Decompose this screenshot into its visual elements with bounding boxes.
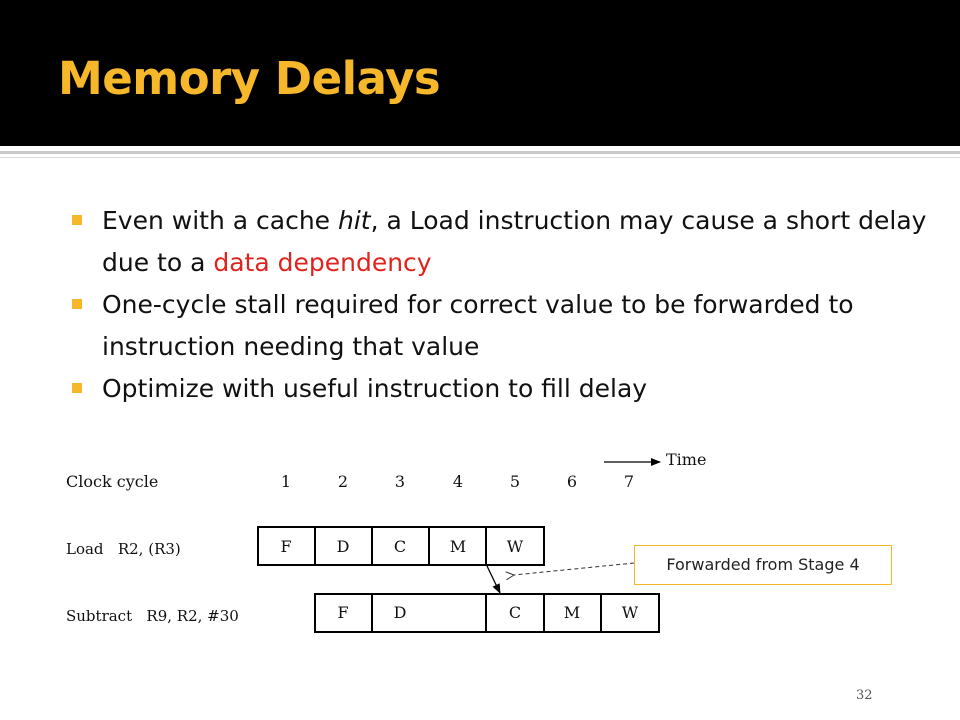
forward-arrow — [487, 566, 500, 593]
subtract-stage-label: W — [621, 603, 639, 622]
cycle-number: 4 — [452, 472, 464, 491]
bullet-list — [70, 200, 930, 410]
bullet-square-icon — [72, 383, 82, 393]
bullet-item: One-cycle stall required for correct value to be forwarded to instruction needing that value — [70, 284, 930, 368]
bullet-square-icon — [72, 299, 82, 309]
time-label: Time — [666, 450, 707, 469]
title-divider — [0, 151, 960, 154]
cycle-number: 2 — [337, 472, 349, 491]
page-number: 32 — [856, 688, 873, 703]
subtract-pipeline — [315, 594, 659, 632]
subtract-stage-label: M — [563, 603, 581, 622]
title-divider-thin — [0, 157, 960, 158]
cycle-number: 7 — [623, 472, 635, 491]
subtract-stage-box-wide — [372, 594, 486, 632]
load-stage-label: W — [506, 537, 524, 556]
subtract-stage-label: C — [508, 603, 522, 622]
bullet-item: Optimize with useful instruction to fill delay — [70, 368, 930, 410]
load-stage-label: F — [280, 537, 292, 556]
forwarded-callout: Forwarded from Stage 4 — [634, 545, 892, 585]
bullet-item: Even with a cache hit, a Load instruction may cause a short delay due to a data dependency — [70, 200, 930, 284]
load-instruction-label: Load R2, (R3) — [66, 540, 181, 558]
load-stage-label: C — [393, 537, 407, 556]
slide-title: Memory Delays — [58, 52, 441, 105]
cycle-number: 3 — [394, 472, 406, 491]
cycle-numbers — [281, 472, 634, 491]
cycle-number: 6 — [566, 472, 578, 491]
load-stage-label: D — [336, 537, 350, 556]
cycle-number: 1 — [280, 472, 292, 491]
bullet-square-icon — [72, 215, 82, 225]
load-stage-label: M — [449, 537, 467, 556]
highlight-text: data dependency — [213, 248, 432, 277]
subtract-instruction-label: Subtract R9, R2, #30 — [66, 607, 239, 625]
load-pipeline — [258, 527, 544, 565]
subtract-stage-label: F — [337, 603, 349, 622]
cycle-number: 5 — [509, 472, 521, 491]
clock-cycle-label: Clock cycle — [66, 472, 159, 491]
subtract-stage-label: D — [393, 603, 407, 622]
